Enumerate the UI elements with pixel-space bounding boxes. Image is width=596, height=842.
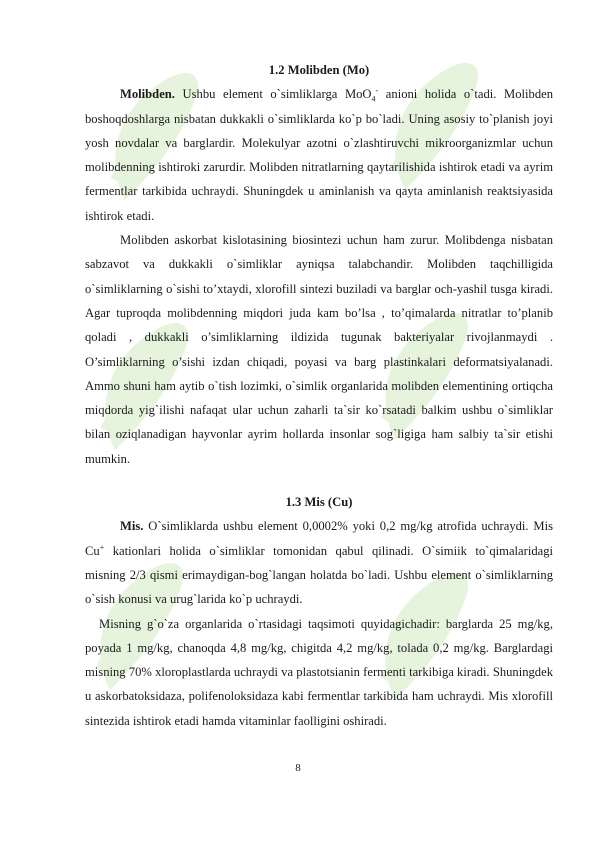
paragraph-text: O`simliklarda ushbu element 0,0002% yoki 0,2 mg/kg atrofida uchraydi. Mis Cu xyxy=(85,519,553,558)
paragraph-text: anioni holida o`tadi. Molibden boshoqdoshlarga nisbatan dukkakli o`simliklarda ko`p bo`ladi. Uning asosiy to`planish joyi yosh novdalar va barglardir. Molekulyar azotni o`zlashtiruvchi mikroorganizmlar uchun molibdenning ishtiroki zarurdir. Molibden nitratlarning qaytarilishida ishtirok etadi va ayrim fermentlar tarkibida uchraydi. Shuningdek u aminlanish va qayta aminlanish reaktsiyasida ishtirok etadi. xyxy=(85,87,554,223)
subscript: 4 xyxy=(371,94,376,104)
section-heading-mis: 1.3 Mis (Cu) xyxy=(285,495,353,510)
paragraph-mis-1 xyxy=(85,514,553,611)
superscript: + xyxy=(99,542,105,552)
section-heading-molibden: 1.2 Molibden (Mo) xyxy=(268,63,370,77)
page-content xyxy=(85,58,553,733)
paragraph-text: kationlari holida o`simliklar tomonidan qabul qilinadi. O`simiik to`qimalaridagi misning 2/3 qismi erimaydigan-bog`langan holatda bo`ladi. Ushbu element o`simliklarning o`sish konusi va urug`larida ko`p uchraydi. xyxy=(85,543,553,607)
paragraph-text: Ushbu element o`simliklarga MoO xyxy=(174,87,372,102)
paragraph-mis-2: Misning g`o`za organlarida o`rtasidagi taqsimoti quyidagichadir: barglarda 25 mg/kg, poyada 1 mg/kg, chanoqda 4,8 mg/kg, chigitda 4,2 mg/kg, tolada 0,2 mg/kg. Barglardagi misning 70% xloroplastlarda uchraydi va plastotsianin fermenti tarkibiga kiradi. Shuningdek u askorbatoksidaza, polifenoloksidaza kabi fermentlar tarkibida ham uchraydi. Mis xlorofill sintezida ishtirok etadi hamda vitaminlar faolligini oshiradi. xyxy=(85,616,553,728)
paragraph-lead: Mis. xyxy=(120,519,144,534)
superscript: - xyxy=(375,86,379,96)
paragraph-molibden-1 xyxy=(85,82,553,228)
paragraph-lead: Molibden. xyxy=(120,87,175,102)
page-number: 8 xyxy=(295,762,301,774)
paragraph-molibden-2: Molibden askorbat kislotasining biosintezi uchun ham zurur. Molibdenga nisbatan sabzavot va dukkakli o`simliklar ayniqsa talabchandir. Molibden taqchilligida o`simliklarning o`sishi to’xtaydi, xlorofill sintezi buziladi va barglar och-yashil tusga kiradi. Agar tuproqda molibdenning miqdori juda kam bo’lsa , to’qimalarda nitratlar to’planib qoladi , dukkakli o’simliklarning ildizida tugunak bakteriyalar rivojlanmaydi . O’simliklarning o’sishi izdan chiqadi, poyasi va barg plastinkalari deformatsiyalanadi. Ammo shuni ham aytib o`tish lozimki, o`simlik organlarida molibden elementining ortiqcha miqdorda yig`ilishi nafaqat ular uchun zaharli ta`sir ko`rsatadi balkim ushbu o`simliklar bilan oziqlanadigan hayvonlar ayrim hollarda insonlar sog`ligiga ham salbiy ta`sir etishi mumkin. xyxy=(85,233,553,466)
